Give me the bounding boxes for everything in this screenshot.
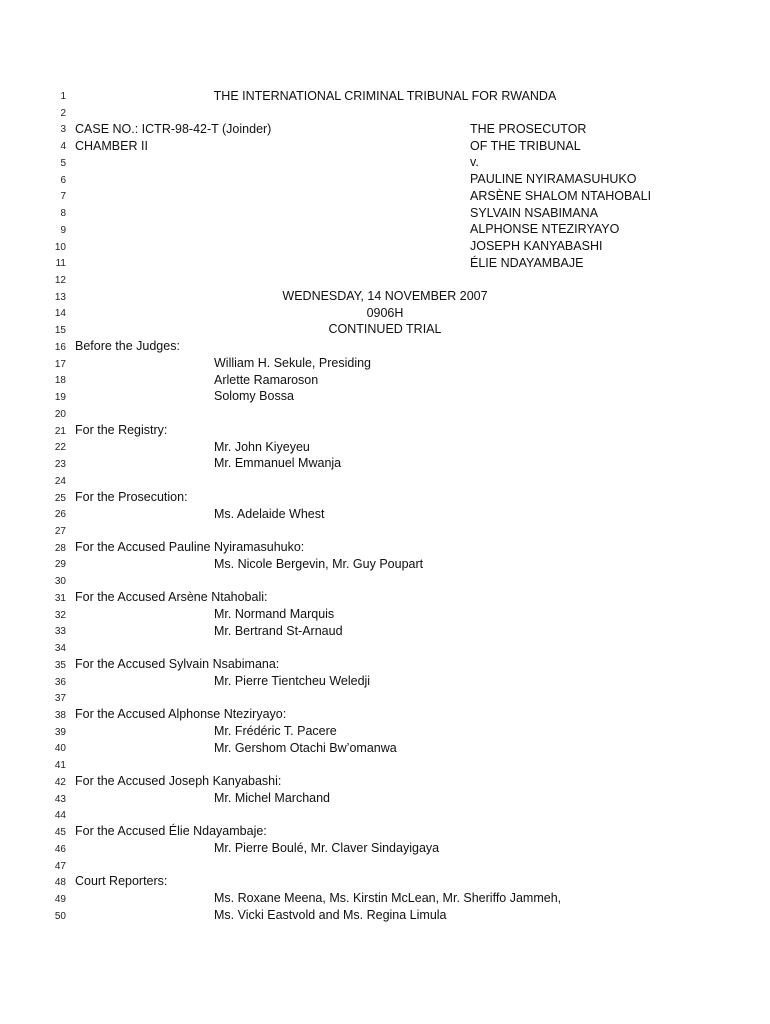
line-number: 28 — [54, 543, 66, 554]
party-line: JOSEPH KANYABASHI — [470, 239, 603, 253]
party-line: SYLVAIN NSABIMANA — [470, 206, 599, 220]
line-number: 46 — [54, 844, 66, 855]
session-time: 0906H — [366, 306, 404, 320]
line-number: 22 — [54, 442, 66, 453]
prosecution-heading: For the Prosecution: — [75, 490, 188, 504]
line-number: 27 — [54, 526, 66, 537]
line-number: 42 — [54, 777, 66, 788]
line-number: 17 — [54, 359, 66, 370]
line-number: 23 — [54, 459, 66, 470]
line-number: 5 — [60, 158, 66, 169]
defence-heading: For the Accused Arsène Ntahobali: — [75, 590, 268, 604]
line-number: 35 — [54, 660, 66, 671]
judges-heading: Before the Judges: — [75, 339, 180, 353]
line-number: 10 — [54, 242, 66, 253]
line-number: 4 — [60, 141, 66, 152]
line-number: 18 — [54, 375, 66, 386]
defence-heading: For the Accused Sylvain Nsabimana: — [75, 657, 280, 671]
party-line: ALPHONSE NTEZIRYAYO — [470, 222, 620, 236]
defence-heading: For the Accused Élie Ndayambaje: — [75, 824, 267, 838]
party-line: ÉLIE NDAYAMBAJE — [470, 256, 584, 270]
judge-name: Solomy Bossa — [214, 389, 294, 403]
line-number: 7 — [60, 191, 66, 202]
line-number: 32 — [54, 610, 66, 621]
line-number: 47 — [54, 861, 66, 872]
defence-name: Mr. Gershom Otachi Bw’omanwa — [214, 741, 397, 755]
line-number: 25 — [54, 493, 66, 504]
defence-name: Mr. Bertrand St-Arnaud — [214, 624, 343, 638]
case-number: CASE NO.: ICTR-98-42-T (Joinder) — [75, 122, 272, 136]
line-number: 37 — [54, 693, 66, 704]
chamber: CHAMBER II — [75, 139, 148, 153]
party-line: THE PROSECUTOR — [470, 122, 587, 136]
line-number: 15 — [54, 325, 66, 336]
line-number: 43 — [54, 794, 66, 805]
party-line: v. — [470, 155, 479, 169]
line-number: 39 — [54, 727, 66, 738]
registry-name: Mr. John Kiyeyeu — [214, 440, 310, 454]
defence-name: Mr. Michel Marchand — [214, 791, 331, 805]
defence-heading: For the Accused Alphonse Nteziryayo: — [75, 707, 287, 721]
defence-name: Mr. Pierre Tientcheu Weledji — [214, 674, 371, 688]
party-line: OF THE TRIBUNAL — [470, 139, 581, 153]
defence-name: Mr. Normand Marquis — [214, 607, 335, 621]
line-number: 14 — [54, 308, 66, 319]
party-line: PAULINE NYIRAMASUHUKO — [470, 172, 637, 186]
defence-heading: For the Accused Joseph Kanyabashi: — [75, 774, 282, 788]
judge-name: Arlette Ramaroson — [214, 373, 319, 387]
line-number: 16 — [54, 342, 66, 353]
line-number: 2 — [60, 108, 66, 119]
prosecution-name: Ms. Adelaide Whest — [214, 507, 325, 521]
line-number: 12 — [54, 275, 66, 286]
line-number: 6 — [60, 175, 66, 186]
line-number: 41 — [54, 760, 66, 771]
defence-heading: For the Accused Pauline Nyiramasuhuko: — [75, 540, 305, 554]
reporters-names: Ms. Vicki Eastvold and Ms. Regina Limula — [214, 908, 447, 922]
line-number: 21 — [54, 426, 66, 437]
reporters-names: Ms. Roxane Meena, Ms. Kirstin McLean, Mr. Sheriffo Jammeh, — [214, 891, 562, 905]
registry-name: Mr. Emmanuel Mwanja — [214, 456, 342, 470]
line-number: 34 — [54, 643, 66, 654]
line-number: 24 — [54, 476, 66, 487]
defence-name: Mr. Frédéric T. Pacere — [214, 724, 337, 738]
session-date: WEDNESDAY, 14 NOVEMBER 2007 — [282, 289, 488, 303]
line-number: 30 — [54, 576, 66, 587]
line-number: 26 — [54, 509, 66, 520]
line-number: 3 — [60, 124, 66, 135]
line-number: 29 — [54, 559, 66, 570]
defence-name: Ms. Nicole Bergevin, Mr. Guy Poupart — [214, 557, 424, 571]
line-number: 36 — [54, 677, 66, 688]
registry-heading: For the Registry: — [75, 423, 168, 437]
line-number: 8 — [60, 208, 66, 219]
line-number: 31 — [54, 593, 66, 604]
defence-name: Mr. Pierre Boulé, Mr. Claver Sindayigaya — [214, 841, 440, 855]
line-number: 1 — [60, 91, 66, 102]
line-number: 9 — [60, 225, 66, 236]
tribunal-title: THE INTERNATIONAL CRIMINAL TRIBUNAL FOR RWANDA — [213, 89, 557, 103]
line-number: 48 — [54, 877, 66, 888]
line-number: 50 — [54, 911, 66, 922]
judge-name: William H. Sekule, Presiding — [214, 356, 371, 370]
line-number: 20 — [54, 409, 66, 420]
line-number: 19 — [54, 392, 66, 403]
line-number: 11 — [55, 258, 66, 269]
line-number: 38 — [54, 710, 66, 721]
party-line: ARSÈNE SHALOM NTAHOBALI — [470, 189, 652, 203]
line-number: 45 — [54, 827, 66, 838]
line-number: 44 — [54, 810, 66, 821]
session-type: CONTINUED TRIAL — [328, 322, 442, 336]
line-number: 33 — [54, 626, 66, 637]
line-number: 13 — [54, 292, 66, 303]
line-number: 49 — [54, 894, 66, 905]
line-number: 40 — [54, 743, 66, 754]
reporters-heading: Court Reporters: — [75, 874, 168, 888]
